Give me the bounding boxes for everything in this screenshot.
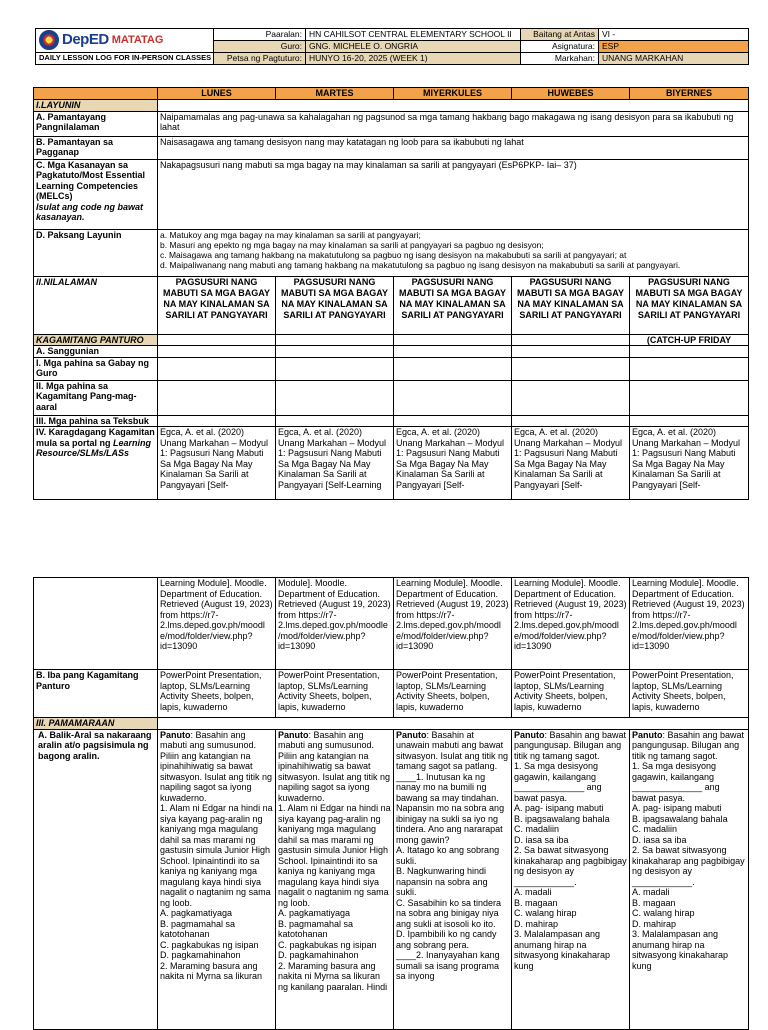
iba-label: B. Iba pang Kagamitang Panturo [34, 670, 158, 718]
balik-text: : Basahin ang bawat pangungusap. Bilugan ang titik ng tamang sagot. 1. Sa mga desisyong gagawin, kailangang ______________ ang bawat pasya. A. pag- isipang mabuti B. ipagsawalang bahala C. madaliin D. iasa sa iba 2. Sa bawat sitwasyong kinakaharap ang pagbibigay ng desisyon ay ____________. A. madali B. magaan C. walang hirap D. mahirap 3. Malalampasan ang anumang hirap na sitwasyong kinakaharap kung [514, 729, 627, 971]
paksang-item: b. Masuri ang epekto ng mga bagay na may kinalaman sa sarili at pangyayari sa pagbuo ng desisyon; [160, 239, 544, 250]
karagdagang-label-em: Learning Resource/SLMs/LASs [36, 437, 152, 458]
day-header-lunes: LUNES [158, 88, 276, 100]
empty-cell [630, 346, 749, 358]
cont-cell: Module]. Moodle. Department of Education. Retrieved (August 19, 2023) from https://r7-2.lms.deped.gov.ph/moodle /mod/folder/view.php? id=13090 [276, 578, 394, 670]
pamantayang-label: A. Pamantayang Pangnilalaman [34, 111, 158, 136]
empty-cell [158, 415, 276, 427]
karagdagang-label-cell [34, 427, 158, 500]
subject-label: Asignatura: [521, 41, 599, 53]
karagdagang-cell: Egca, A. et al. (2020) Unang Markahan – Modyul 1: Pagsusuri Nang Mabuti Sa Mga Bagay Na May Kinalaman Sa Sarili at Pangyayari [Self- [394, 427, 512, 500]
kagamitan-blank [512, 334, 630, 346]
paksang-item: a. Matukoy ang mga bagay na may kinalaman sa sarili at pangyayari; [160, 229, 421, 240]
panuto-label: Panuto [396, 729, 427, 740]
balik-text: : Basahin ang bawat pangungusap. Bilugan ang titik ng tamang sagot. 1. Sa mga desisyong gagawin, kailangang ______________ ang bawat pasya. A. pag- isipang mabuti B. ipagsawalang bahala C. madaliin D. iasa sa iba 2. Sa bawat sitwasyong kinakaharap ang pagbibigay ng desisyon ay ____________. A. madali B. magaan C. walang hirap D. mahirap 3. Malalampasan ang anumang hirap na sitwasyong kinakaharap kung [632, 729, 745, 971]
cont-cell: Learning Module]. Moodle. Department of Education. Retrieved (August 19, 2023) from https://r7-2.lms.deped.gov.ph/moodl e/mod/folder/view.php? id=13090 [512, 578, 630, 670]
panuto-label: Panuto [160, 729, 191, 740]
cont-cell: Learning Module]. Moodle. Department of Education. Retrieved (August 19, 2023) from https://r7-2.lms.deped.gov.ph/moodl e/mod/folder/view.php? id=13090 [158, 578, 276, 670]
date-value: HUNYO 16-20, 2025 (WEEK 1) [306, 53, 521, 65]
brand-tagline: MATATAG [111, 34, 164, 46]
karagdagang-label: IV. Karagdagang Kagamitan mula sa portal ng [36, 427, 155, 448]
school-value: HN CAHILSOT CENTRAL ELEMENTARY SCHOOL II [306, 29, 521, 41]
day-header-martes: MARTES [276, 88, 394, 100]
kasanayan-cell [34, 159, 158, 229]
pagganap-label: B. Pamantayan sa Pagganap [34, 136, 158, 159]
kagamitan-blank [394, 334, 512, 346]
paksang-item: c. Maisagawa ang tamang hakbang na makatutulong sa pagbuo ng isang desisyon na makabubuti sa sarili at pangyayari; at [160, 249, 627, 260]
header-table [35, 28, 749, 65]
kasanayan-label: C. Mga Kasanayan sa Pagkatuto/Most Essential Learning Competencies (MELCs) [36, 159, 146, 201]
panuto-label: Panuto [278, 729, 309, 740]
nilalaman-cell: PAGSUSURI NANG MABUTI SA MGA BAGAY NA MAY KINALAMAN SA SARILI AT PANGYAYARI [512, 276, 630, 334]
empty-cell [512, 346, 630, 358]
log-title: DAILY LESSON LOG FOR IN-PERSON CLASSES [36, 53, 214, 65]
balik-cell [630, 729, 749, 1029]
day-header-huwebes: HUWEBES [512, 88, 630, 100]
day-header-miyerkules: MIYERKULES [394, 88, 512, 100]
sanggunian-label: A. Sanggunian [34, 346, 158, 358]
panuto-label: Panuto [632, 729, 663, 740]
balik-panuto [514, 730, 627, 971]
empty-cell [512, 357, 630, 380]
empty-cell [630, 357, 749, 380]
kagamitan-blank [158, 334, 276, 346]
empty-cell [158, 346, 276, 358]
grade-value: VI - [599, 29, 749, 41]
empty-cell [276, 357, 394, 380]
lesson-table [33, 87, 749, 500]
day-header-blank [34, 88, 158, 100]
empty-cell [630, 415, 749, 427]
balik-label: A. Balik-Aral sa nakaraang aralin at/o pagsisimula ng bagong aralin. [34, 729, 158, 1029]
paksang-label: D. Paksang Layunin [34, 229, 158, 276]
balik-text: : Basahin at unawain mabuti ang bawat sitwasyon. Isulat ang titik ng tamang sagot sa patlang. ____1. Inutusan ka ng nanay mo na bumili ng bawang sa may tindahan. Napansin mo na sobra ang ibinigay na sukli sa iyo ng tindera. Ano ang nararapat mong gawin? A. Itatago ko ang sobrang sukli. B. Nagkunwaring hindi napansin na sobra ang sukli. C. Sasabihin ko sa tindera na sobra ang binigay niya ang sukli at isosoli ko ito. D. Ipambibili ko ng candy ang sobrang pera. ____2. Inanyayahan kang sumali sa isang programa sa inyong [396, 729, 509, 981]
quarter-value: UNANG MARKAHAN [599, 53, 749, 65]
logo-cell [36, 29, 214, 53]
balik-cell [394, 729, 512, 1029]
balik-panuto [632, 730, 745, 971]
pangmag-label: II. Mga pahina sa Kagamitang Pang-mag-aaral [34, 380, 158, 415]
balik-cell [276, 729, 394, 1029]
karagdagang-cell: Egca, A. et al. (2020) Unang Markahan – Modyul 1: Pagsusuri Nang Mabuti Sa Mga Bagay Na May Kinalaman Sa Sarili at Pangyayari [Self- [512, 427, 630, 500]
cont-blank [34, 578, 158, 670]
cont-cell: Learning Module]. Moodle. Department of Education. Retrieved (August 19, 2023) from https://r7-2.lms.deped.gov.ph/moodl e/mod/folder/view.php? id=13090 [394, 578, 512, 670]
pamantayang-text: Naipamamalas ang pag-unawa sa kahalagahan ng pagsunod sa mga tamang hakbang bago makagawa ng isang desisyon para sa ikabubuti ng lahat [158, 111, 749, 136]
teacher-value: GNG. MICHELE O. ONGRIA [306, 41, 521, 53]
section-kagamitan: KAGAMITANG PANTURO [34, 334, 158, 346]
days-header-row [34, 88, 749, 100]
kasanayan-text: Nakapagsusuri nang mabuti sa mga bagay na may kinalaman sa sarili at pangyayari (EsP6PKP- Iai– 37) [158, 159, 749, 229]
cont-cell: Learning Module]. Moodle. Department of Education. Retrieved (August 19, 2023) from https://r7-2.lms.deped.gov.ph/moodl e/mod/folder/view.php? id=13090 [630, 578, 749, 670]
brand-logo: DepED [62, 31, 109, 48]
empty-cell [276, 380, 394, 415]
deped-seal-icon [39, 30, 59, 50]
kasanayan-note: Isulat ang code ng bawat kasanayan. [36, 201, 144, 222]
balik-cell [158, 729, 276, 1029]
date-label: Petsa ng Pagtuturo: [214, 53, 306, 65]
kagamitan-blank [276, 334, 394, 346]
iba-cell: PowerPoint Presentation, laptop, SLMs/Learning Activity Sheets, bolpen, lapis, kuwaderno [394, 670, 512, 718]
empty-cell [394, 357, 512, 380]
teacher-label: Guro: [214, 41, 306, 53]
empty-cell [512, 380, 630, 415]
balik-text: : Basahin ang mabuti ang sumusunod. Piliin ang katangian na ipinahihiwatig sa bawat sitwasyon. Isulat ang titik ng napiling sagot sa iyong kuwaderno. 1. Alam ni Edgar na hindi na siya kayang pag-aralin ng kaniyang mga magulang dahil sa mas marami ng gastusin simula Junior High School. Ipinaintindi ito sa kaniya ng kaniyang mga magulang kaya hindi siya nagalit o nagtanim ng sama ng loob. A. pagkamatiyaga B. pagmamahal sa katotohanan C. pagkabukas ng isipan D. pagkamahinahon 2. Maraming basura ang nakita ni Myrna sa likuran ng kanilang paaralan. Hindi [278, 729, 391, 992]
empty-cell [394, 415, 512, 427]
empty-cell [276, 415, 394, 427]
school-label: Paaralan: [214, 29, 306, 41]
karagdagang-cell: Egca, A. et al. (2020) Unang Markahan – Modyul 1: Pagsusuri Nang Mabuti Sa Mga Bagay Na May Kinalaman Sa Sarili at Pangyayari [Self- [158, 427, 276, 500]
paksang-item: d. Maipaliwanang nang mabuti ang tamang hakbang na makatutulong sa pagbuo ng isang desisyon na makabubuti sa sarili at pangyayari. [160, 259, 681, 270]
pamamaraan-blank [158, 718, 749, 730]
catchup-label: (CATCH-UP FRIDAY [630, 334, 749, 346]
karagdagang-cell: Egca, A. et al. (2020) Unang Markahan – Modyul 1: Pagsusuri Nang Mabuti Sa Mga Bagay Na May Kinalaman Sa Sarili at Pangyayari [Self- [630, 427, 749, 500]
karagdagang-cell: Egca, A. et al. (2020) Unang Markahan – Modyul 1: Pagsusuri Nang Mabuti Sa Mga Bagay Na May Kinalaman Sa Sarili at Pangyayari [Self-Learning [276, 427, 394, 500]
nilalaman-cell: PAGSUSURI NANG MABUTI SA MGA BAGAY NA MAY KINALAMAN SA SARILI AT PANGYAYARI [630, 276, 749, 334]
balik-text: : Basahin ang mabuti ang sumusunod. Piliin ang katangian na ipinahihiwatig sa bawat sitwasyon. Isulat ang titik ng napiling sagot sa iyong kuwaderno. 1. Alam ni Edgar na hindi na siya kayang pag-aralin ng kaniyang mga magulang dahil sa mas marami ng gastusin simula Junior High School. Ipinaintindi ito sa kaniya ng kaniyang mga magulang kaya hindi siya nagalit o nagtanim ng sama ng loob. A. pagkamatiyaga B. pagmamahal sa katotohanan C. pagkabukas ng isipan D. pagkamahinahon 2. Maraming basura ang nakita ni Myrna sa likuran [160, 729, 273, 981]
iba-cell: PowerPoint Presentation, laptop, SLMs/Learning Activity Sheets, bolpen, lapis, kuwaderno [276, 670, 394, 718]
empty-cell [158, 380, 276, 415]
pagganap-text: Naisasagawa ang tamang desisyon nang may katatagan ng loob para sa ikabubuti ng lahat [158, 136, 749, 159]
empty-cell [394, 380, 512, 415]
day-header-biyernes: BIYERNES [630, 88, 749, 100]
balik-panuto [278, 730, 391, 992]
balik-panuto [160, 730, 273, 982]
empty-cell [394, 346, 512, 358]
quarter-label: Markahan: [521, 53, 599, 65]
empty-cell [630, 380, 749, 415]
subject-value: ESP [599, 41, 749, 53]
balik-cell [512, 729, 630, 1029]
balik-panuto [396, 730, 508, 982]
nilalaman-cell: PAGSUSURI NANG MABUTI SA MGA BAGAY NA MAY KINALAMAN SA SARILI AT PANGYAYARI [158, 276, 276, 334]
iba-cell: PowerPoint Presentation, laptop, SLMs/Learning Activity Sheets, bolpen, lapis, kuwaderno [512, 670, 630, 718]
section-layunin: I.LAYUNIN [34, 100, 158, 112]
lesson-table-continued [33, 577, 749, 1030]
nilalaman-cell: PAGSUSURI NANG MABUTI SA MGA BAGAY NA MAY KINALAMAN SA SARILI AT PANGYAYARI [276, 276, 394, 334]
section-pamamaraan: III. PAMAMARAAN [34, 718, 158, 730]
paksang-list [158, 229, 749, 276]
gabay-label: I. Mga pahina sa Gabay ng Guro [34, 357, 158, 380]
nilalaman-cell: PAGSUSURI NANG MABUTI SA MGA BAGAY NA MAY KINALAMAN SA SARILI AT PANGYAYARI [394, 276, 512, 334]
grade-label: Baitang at Antas [521, 29, 599, 41]
teksbuk-label: III. Mga pahina sa Teksbuk [34, 415, 158, 427]
iba-cell: PowerPoint Presentation, laptop, SLMs/Learning Activity Sheets, bolpen, lapis, kuwaderno [158, 670, 276, 718]
layunin-blank [158, 100, 749, 112]
empty-cell [158, 357, 276, 380]
empty-cell [512, 415, 630, 427]
section-nilalaman: II.NILALAMAN [34, 276, 158, 334]
iba-cell: PowerPoint Presentation, laptop, SLMs/Learning Activity Sheets, bolpen, lapis, kuwaderno [630, 670, 749, 718]
panuto-label: Panuto [514, 729, 545, 740]
empty-cell [276, 346, 394, 358]
